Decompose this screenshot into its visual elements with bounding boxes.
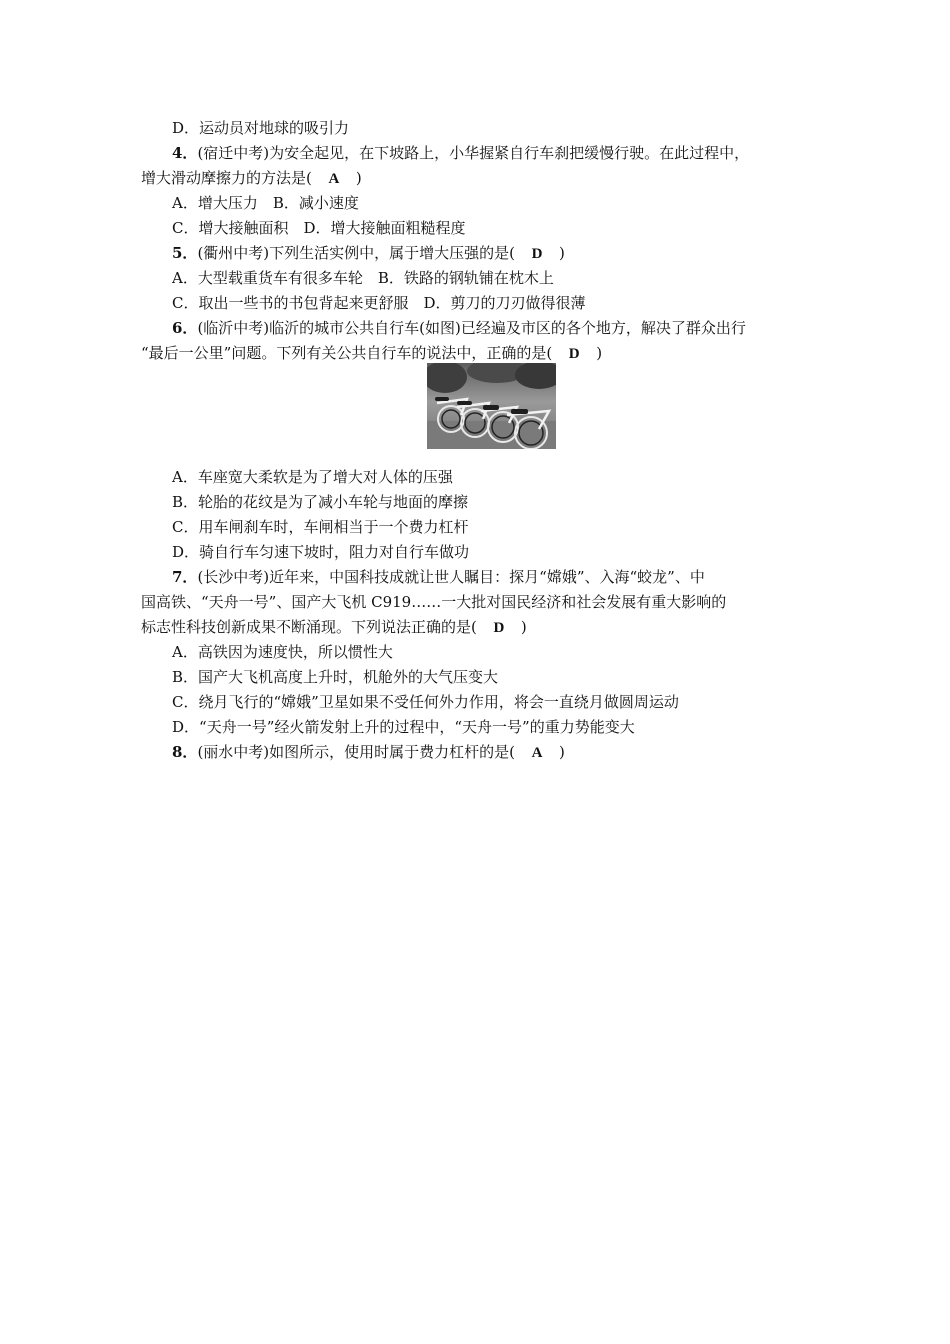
q7-stem-text: 近年来，中国科技成就让世人瞩目：探月“嫦娥”、入海“蛟龙”、中 [269, 568, 705, 586]
q7-stem-line1 [172, 567, 705, 587]
q5-options-line2: C．取出一些书的书包背起来更舒服 D．剪刀的刀刃做得很薄 [172, 294, 586, 312]
q4-stem-line1 [172, 143, 749, 163]
q5-stem-close: ) [559, 244, 565, 262]
q4-stem-line2 [141, 168, 362, 188]
q8-source: (丽水中考) [197, 743, 270, 761]
q7-option-a: A．高铁因为速度快，所以惯性大 [172, 643, 393, 661]
q6-stem-text-cont: )已经遍及市区的各个地方，解决了群众出行 [455, 319, 746, 337]
q4-options-line1: A．增大压力 B．减小速度 [172, 194, 359, 212]
q6-option-d: D．骑自行车匀速下坡时，阻力对自行车做功 [172, 543, 470, 561]
q5-stem-text: 下列生活实例中，属于增大压强的是( [269, 244, 516, 262]
q6-figure-ref: 如图 [425, 319, 456, 337]
q4-answer: A [328, 171, 340, 187]
q6-source: (临沂中考) [197, 319, 270, 337]
q8-answer: A [531, 745, 543, 761]
q7-option-b: B．国产大飞机高度上升时，机舱外的大气压变大 [172, 668, 499, 686]
q4-stem-text: 为安全起见，在下坡路上，小华握紧自行车刹把缓慢行驶。在此过程中， [269, 144, 750, 162]
q5-number: 5． [172, 244, 198, 262]
q7-stem-close: ) [520, 618, 527, 636]
q7-option-d: D．“天舟一号”经火箭发射上升的过程中，“天舟一号”的重力势能变大 [172, 718, 635, 736]
q4-options-line2: C．增大接触面积 D．增大接触面粗糙程度 [172, 219, 466, 237]
q7-number: 7． [172, 568, 198, 586]
q3-option-d: D．运动员对地球的吸引力 [172, 119, 350, 137]
q6-option-c: C．用车闸刹车时，车闸相当于一个费力杠杆 [172, 518, 469, 536]
q8-stem-close: ) [559, 743, 565, 761]
q8-stem [172, 742, 565, 762]
q7-answer: D [493, 620, 505, 636]
q7-stem-text-3: 标志性科技创新成果不断涌现。下列说法正确的是( [141, 618, 477, 636]
q6-stem-text-2: “最后一公里”问题。下列有关公共自行车的说法中，正确的是( [141, 344, 553, 362]
q4-number: 4． [172, 144, 198, 162]
q5-stem [172, 243, 565, 263]
q7-stem-line2: 国高铁、“天舟一号”、国产大飞机 C919……一大批对国民经济和社会发展有重大影响的 [141, 593, 727, 611]
q7-stem-line3 [141, 617, 527, 637]
q6-option-a: A．车座宽大柔软是为了增大对人体的压强 [172, 468, 453, 486]
q6-answer: D [568, 346, 580, 362]
q6-number: 6． [172, 319, 198, 337]
q4-stem-text-2: 增大滑动摩擦力的方法是( [141, 169, 312, 187]
q5-answer: D [531, 246, 543, 262]
q5-source: (衢州中考) [197, 244, 270, 262]
q5-options-line1: A．大型载重货车有很多车轮 B．铁路的钢轨铺在枕木上 [172, 269, 554, 287]
q4-stem-close: ) [355, 169, 362, 187]
q7-source: (长沙中考) [197, 568, 270, 586]
q6-stem-close: ) [596, 344, 603, 362]
q4-source: (宿迁中考) [197, 144, 270, 162]
q6-stem-text: 临沂的城市公共自行车( [269, 319, 426, 337]
bicycles-photo [427, 363, 556, 449]
q8-stem-text: 如图所示，使用时属于费力杠杆的是( [269, 743, 516, 761]
q6-stem-line1 [172, 318, 746, 338]
q7-option-c: C．绕月飞行的“嫦娥”卫星如果不受任何外力作用，将会一直绕月做圆周运动 [172, 693, 679, 711]
q6-option-b: B．轮胎的花纹是为了减小车轮与地面的摩擦 [172, 493, 469, 511]
bicycles-photo-drawing [427, 363, 556, 449]
q6-stem-line2 [141, 343, 602, 363]
q8-number: 8． [172, 743, 198, 761]
